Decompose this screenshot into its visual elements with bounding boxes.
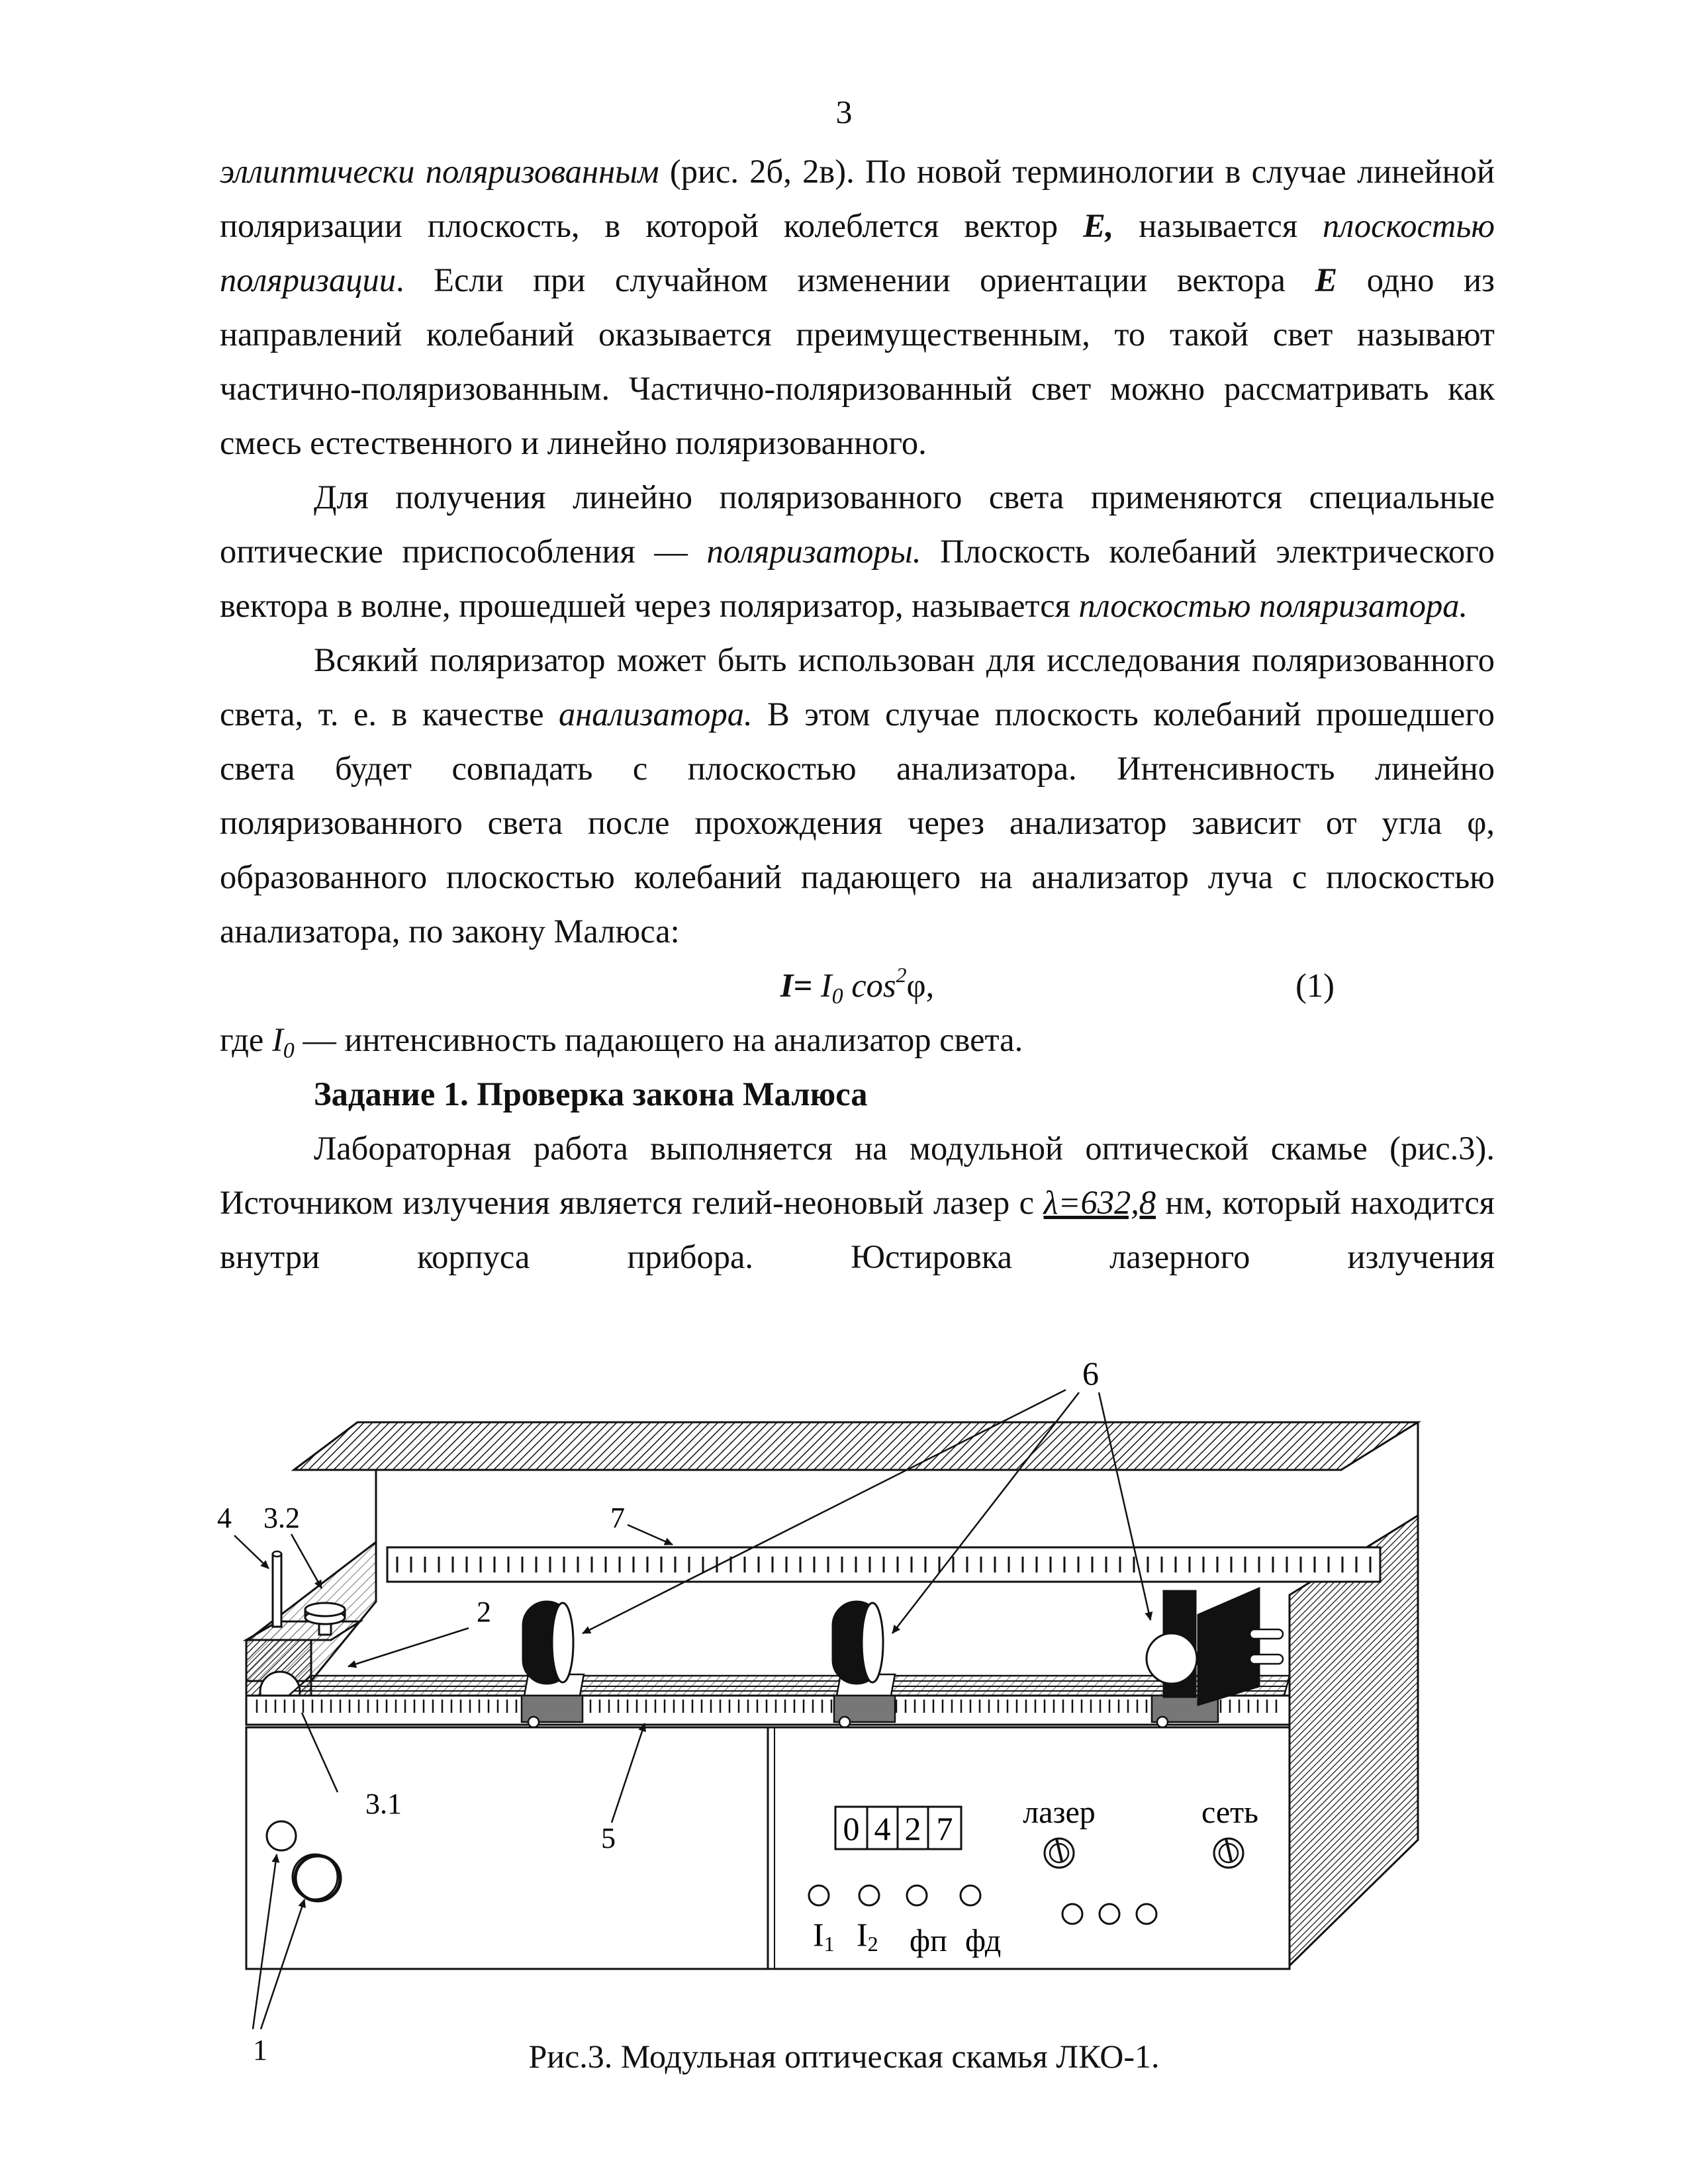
term-polarizers: поляризаторы.	[706, 533, 921, 570]
power-switch-label: сеть	[1201, 1795, 1259, 1830]
label-7: 7	[610, 1502, 625, 1534]
wavelength-value: λ=632,8	[1043, 1184, 1156, 1221]
malus-formula	[220, 958, 1495, 1013]
formula-phi: φ,	[906, 967, 935, 1004]
task-title: Задание 1. Проверка закона Малюса	[314, 1075, 868, 1113]
lens-2-face	[862, 1603, 883, 1682]
text-span: Плоскость колебаний электрического вектора в волне, прошедшей через поляризатор, называется	[220, 533, 1495, 624]
body-text	[220, 144, 1495, 1284]
counter-digit-2: 4	[874, 1810, 891, 1847]
socket-i1[interactable]	[809, 1886, 829, 1905]
label-4: 4	[217, 1502, 232, 1534]
text-span: где	[220, 1021, 272, 1058]
page-number: 3	[835, 93, 853, 130]
paragraph-4	[220, 1121, 1495, 1284]
counter-digit-4: 7	[936, 1810, 953, 1847]
right-side-wall	[1289, 1516, 1418, 1966]
lens-holder-2-screw	[839, 1717, 850, 1727]
formula-lhs: I=	[780, 967, 813, 1004]
leader-7	[628, 1525, 673, 1545]
lens-holder-2	[833, 1602, 895, 1727]
label-2: 2	[477, 1596, 491, 1628]
rail-5	[246, 1696, 1289, 1725]
detector-lens	[1147, 1633, 1197, 1684]
detector-holder-screw	[1157, 1717, 1168, 1727]
term-elliptical: эллиптически поляризованным	[220, 153, 659, 190]
text-span: нм, который находится внутри корпуса прибора. Юстировка лазерного излучения	[220, 1184, 1495, 1275]
text-span: (рис. 2б, 2в). По новой терминологии в случае линейной поляризации плоскость, в которой колеблется вектор	[220, 153, 1495, 244]
term-polarization-plane: плоскостью поляризации	[220, 207, 1495, 298]
rod-4-top	[273, 1551, 281, 1557]
paragraph-1	[220, 144, 1495, 470]
leader-2	[348, 1628, 469, 1666]
paragraph-2	[220, 470, 1495, 633]
knob-32-top	[305, 1603, 345, 1616]
laser-switch-label: лазер	[1023, 1795, 1096, 1830]
text-span: называется	[1113, 207, 1323, 244]
socket-label-fp: фп	[910, 1923, 947, 1958]
label-5: 5	[601, 1822, 616, 1854]
where-i0: I	[271, 1021, 283, 1058]
paragraph-3	[220, 633, 1495, 958]
leader-3-2	[291, 1534, 322, 1588]
rod-4	[273, 1554, 281, 1627]
socket-label-fd: фд	[965, 1923, 1002, 1958]
lens-1-face	[552, 1603, 573, 1682]
term-polarizer-plane: плоскостью поляризатора.	[1078, 587, 1468, 624]
left-panel-button[interactable]	[267, 1821, 296, 1850]
text-span: Для получения линейно поляризованного света применяются специальные оптические приспособления —	[220, 478, 1495, 570]
label-6: 6	[1082, 1355, 1099, 1392]
formula-i0-sub: 0	[831, 984, 843, 1009]
text-span: Всякий поляризатор может быть использован для исследования поляризованного света, т. е. в качестве	[220, 641, 1495, 733]
socket-label-i2: I2	[857, 1916, 878, 1956]
label-1: 1	[253, 2034, 267, 2066]
text-span: В этом случае плоскость колебаний прошедшего света будет совпадать с плоскостью анализатора. Интенсивность линейно поляризованного света после прохождения через анализатор зависит от угла φ, образованного плоскостью колебаний падающего на анализатор луча с плоскостью анализатора, по закону Малюса:	[220, 696, 1495, 950]
label-3-1: 3.1	[365, 1788, 402, 1820]
vector-e: E	[1315, 261, 1338, 298]
formula-sup: 2	[896, 963, 907, 987]
detector-pin-2	[1250, 1655, 1283, 1664]
vector-e: E,	[1083, 207, 1114, 244]
counter-digit-3: 2	[904, 1810, 921, 1847]
socket-label-i1: I1	[813, 1916, 835, 1956]
formula-i0: I	[820, 967, 832, 1004]
formula-cos: cos	[843, 967, 896, 1004]
text-span: Лабораторная работа выполняется на модульной оптической скамье (рис.3). Источником излучения является гелий-неоновый лазер с	[220, 1130, 1495, 1221]
where-i0-sub: 0	[283, 1038, 295, 1063]
figure-caption: Рис.3. Модульная оптическая скамья ЛКО-1.	[528, 2038, 1160, 2075]
lens-holder-1-screw	[528, 1717, 539, 1727]
digital-counter	[835, 1807, 961, 1849]
socket-extra-2[interactable]	[1100, 1904, 1119, 1924]
leader-4	[234, 1535, 269, 1569]
socket-fd[interactable]	[961, 1886, 980, 1905]
socket-extra-3[interactable]	[1137, 1904, 1156, 1924]
socket-fp[interactable]	[907, 1886, 927, 1905]
counter-digit-1: 0	[843, 1810, 860, 1847]
optical-bench-drawing	[0, 1343, 1688, 2071]
detector-box	[1198, 1588, 1259, 1705]
equation-number: (1)	[1295, 967, 1335, 1004]
where-line	[220, 1013, 1495, 1067]
figure-optical-bench	[0, 1343, 1688, 2071]
detector-pin-1	[1250, 1629, 1283, 1639]
label-3-2: 3.2	[263, 1502, 300, 1534]
lens-holder-1	[522, 1602, 584, 1727]
socket-i2[interactable]	[859, 1886, 879, 1905]
term-analyzer: анализатора.	[559, 696, 753, 733]
text-span: . Если при случайном изменении ориентации вектора	[395, 261, 1315, 298]
socket-extra-1[interactable]	[1062, 1904, 1082, 1924]
text-span: — интенсивность падающего на анализатор света.	[294, 1021, 1023, 1058]
top-cover	[294, 1422, 1418, 1470]
text-span: одно из направлений колебаний оказывается преимущественным, то такой свет называют частично-поляризованным. Частично-поляризованный свет можно рассматривать как смесь естественного и линейно поляризованного.	[220, 261, 1495, 461]
